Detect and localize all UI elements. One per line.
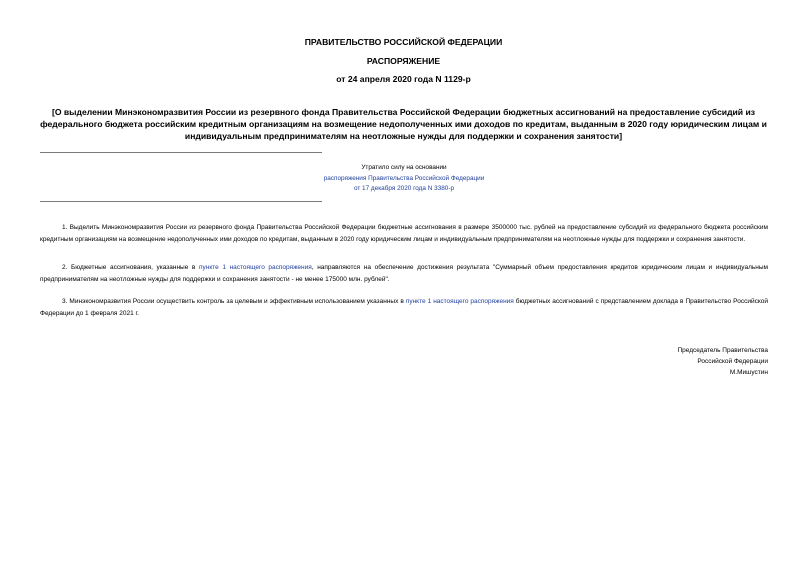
- paragraph-3-text-start: 3. Минэкономразвития России осуществить контроль за целевым и эффективным использованием указанных в: [62, 298, 406, 305]
- signature-block: [548, 345, 768, 378]
- paragraph-3-text-end: бюджетных ассигнований с представлением доклада в Правительство Российской Федерации до 1 февраля 2021 г.: [40, 298, 769, 317]
- document-subject: [О выделении Минэкономразвития России из резервного фонда Правительства Российской Федерации бюджетных ассигнований на предоставление субсидий из федерального бюджета российским кредитным организациям на возмещение недополученных ими доходов по кредитам, выданным в 2020 году юридическим лицам и индивидуальным предпринимателям на неотложные нужды для поддержки и сохранения занятости]: [40, 107, 767, 141]
- signatory-title-line-2: Российской Федерации: [697, 358, 768, 365]
- repeal-order-link[interactable]: распоряжения Правительства Российской Федерации: [323, 174, 485, 182]
- paragraph-2-text-end: , направляются на обеспечение достижения результата "Суммарный объем предоставления кредитов юридическим лицам и индивидуальным предпринимателям на неотложные нужды для поддержки и сохранения занятости - не менее 175000 млн. рублей".: [40, 264, 768, 283]
- paragraph-1: 1. Выделить Минэкономразвития России из резервного фонда Правительства Российской Федерации бюджетные ассигнования в размере 3500000 тыс. рублей на предоставление субсидий из федерального бюджета российским кредитным организациям на возмещение недополученных ими доходов по кредитам, выданным в 2020 году юридическим лицам и индивидуальным предпринимателям на неотложные нужды для поддержки и сохранения занятости.: [40, 224, 768, 243]
- divider-top: [40, 152, 322, 153]
- paragraph-2-text-start: 2. Бюджетные ассигнования, указанные в: [62, 264, 199, 271]
- document-date-number: от 24 апреля 2020 года N 1129-р: [336, 74, 471, 84]
- signatory-name: М.Мишустин: [729, 369, 768, 376]
- signatory-title-line-1: Председатель Правительства: [677, 347, 768, 354]
- paragraph-2-point-1-link[interactable]: пункте 1 настоящего распоряжения: [198, 264, 312, 271]
- paragraph-2: [40, 262, 768, 285]
- document-type: РАСПОРЯЖЕНИЕ: [366, 56, 441, 66]
- paragraph-3: [40, 296, 768, 319]
- issuing-authority: ПРАВИТЕЛЬСТВО РОССИЙСКОЙ ФЕДЕРАЦИИ: [304, 37, 503, 47]
- divider-bottom: [40, 201, 322, 202]
- status-note: [302, 163, 506, 195]
- status-note-text: Утратило силу на основании: [361, 164, 447, 171]
- paragraph-3-point-1-link[interactable]: пункте 1 настоящего распоряжения: [405, 298, 514, 305]
- repeal-order-date-link[interactable]: от 17 декабря 2020 года N 3380-р: [353, 185, 455, 192]
